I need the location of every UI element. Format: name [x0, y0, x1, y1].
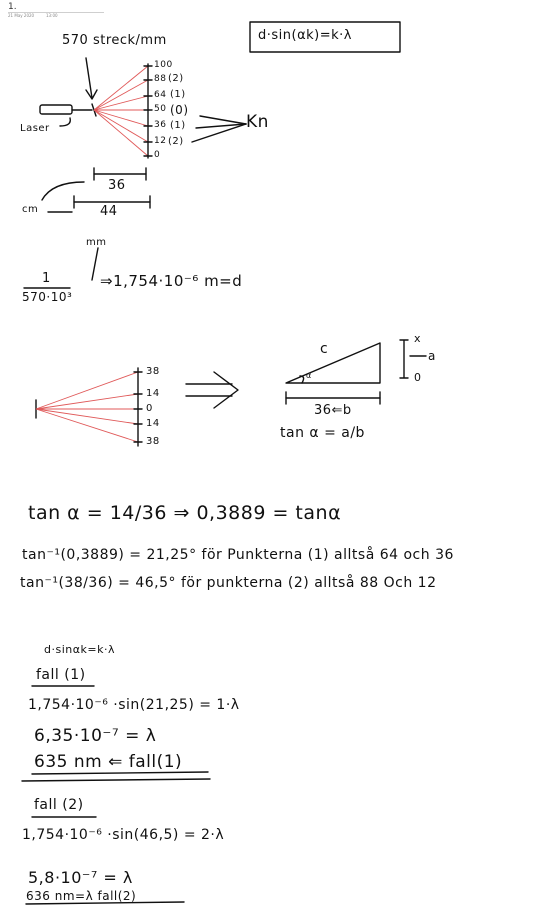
cm-arrow-1 — [42, 182, 84, 200]
result-fall-2a: 5,8·10⁻⁷ = λ — [28, 868, 133, 887]
calc-fall-1: 1,754·10⁻⁶ ·sin(21,25) = 1·λ — [28, 697, 240, 713]
formula-small: d·sinαk=k·λ — [44, 643, 115, 656]
kn-arrow-1 — [200, 116, 246, 124]
laser-body — [40, 105, 72, 114]
triangle-b-label: 36⇐b — [314, 403, 352, 418]
dist-36: 36 — [108, 178, 126, 193]
lower-tick-label: 38 — [146, 436, 160, 447]
tick-label: 0 — [154, 150, 161, 160]
triangle-x-label: x — [414, 332, 422, 345]
fall-2-heading: fall (2) — [34, 797, 84, 813]
triangle-angle-label: α — [306, 371, 312, 380]
order-label: (0) — [170, 103, 189, 117]
arctan-line-2: tan⁻¹(38/36) = 46,5° för punkterna (2) alltså 88 Och 12 — [20, 575, 437, 591]
lower-tick-label: 14 — [146, 418, 160, 429]
page-time: 13:00 — [46, 13, 58, 18]
triangle-a-label: a — [428, 349, 436, 363]
laser-label: Laser — [20, 123, 50, 134]
arctan-line-1: tan⁻¹(0,3889) = 21,25° för Punkterna (1) alltså 64 och 36 — [22, 547, 454, 563]
laser-label-arrow — [60, 118, 70, 126]
grating-label: 570 streck/mm — [62, 33, 167, 48]
implies-arrow-head — [214, 372, 238, 408]
triangle-o-label: 0 — [414, 371, 422, 384]
fraction-denominator: 570·10³ — [22, 290, 73, 304]
result-fall-1b: 635 nm ⇐ fall(1) — [34, 752, 183, 772]
res1-underline-1 — [32, 772, 208, 774]
lower-tick-label: 0 — [146, 403, 153, 414]
mm-label: mm — [86, 237, 107, 248]
right-triangle — [286, 343, 380, 383]
dist-44: 44 — [100, 204, 118, 219]
lower-tick-label: 14 — [146, 388, 160, 399]
fraction-numerator: 1 — [42, 271, 51, 286]
tick-label: 64 — [154, 90, 167, 100]
lower-tick-label: 38 — [146, 366, 160, 377]
tick-label: 12 — [154, 136, 167, 146]
order-label: (1) — [170, 89, 186, 100]
tick-label: 36 — [154, 120, 167, 130]
kn-label: Kn — [246, 112, 269, 132]
cm-label: cm — [22, 204, 39, 215]
diffraction-rays-bottom — [36, 372, 138, 442]
tick-label: 88 — [154, 74, 167, 84]
d-result: ⇒1,754·10⁻⁶ m=d — [100, 272, 243, 290]
order-label: (2) — [168, 136, 184, 147]
implies-arrow-body — [186, 384, 232, 396]
result-fall-1a: 6,35·10⁻⁷ = λ — [34, 726, 157, 746]
formula-box-text: d·sin(αk)=k·λ — [258, 28, 352, 43]
tick-label: 100 — [154, 60, 173, 70]
page-title: 1. — [8, 2, 17, 12]
tan-line: tan α = 14/36 ⇒ 0,3889 = tanα — [28, 502, 342, 524]
dim-a-bracket — [400, 340, 408, 378]
res1-underline-2 — [22, 779, 210, 781]
fall-1-heading: fall (1) — [36, 667, 86, 683]
triangle-hypotenuse-label: c — [320, 341, 329, 357]
tick-label: 50 — [154, 104, 167, 114]
order-label: (2) — [168, 73, 184, 84]
result-fall-2b: 636 nm=λ fall(2) — [26, 889, 137, 903]
diffraction-rays-top — [94, 66, 148, 156]
mm-arrow — [92, 248, 98, 280]
page-date: 21 May 2020 — [8, 13, 35, 18]
calc-fall-2: 1,754·10⁻⁶ ·sin(46,5) = 2·λ — [22, 827, 225, 843]
tan-definition: tan α = a/b — [280, 425, 365, 441]
order-label: (1) — [170, 120, 186, 131]
